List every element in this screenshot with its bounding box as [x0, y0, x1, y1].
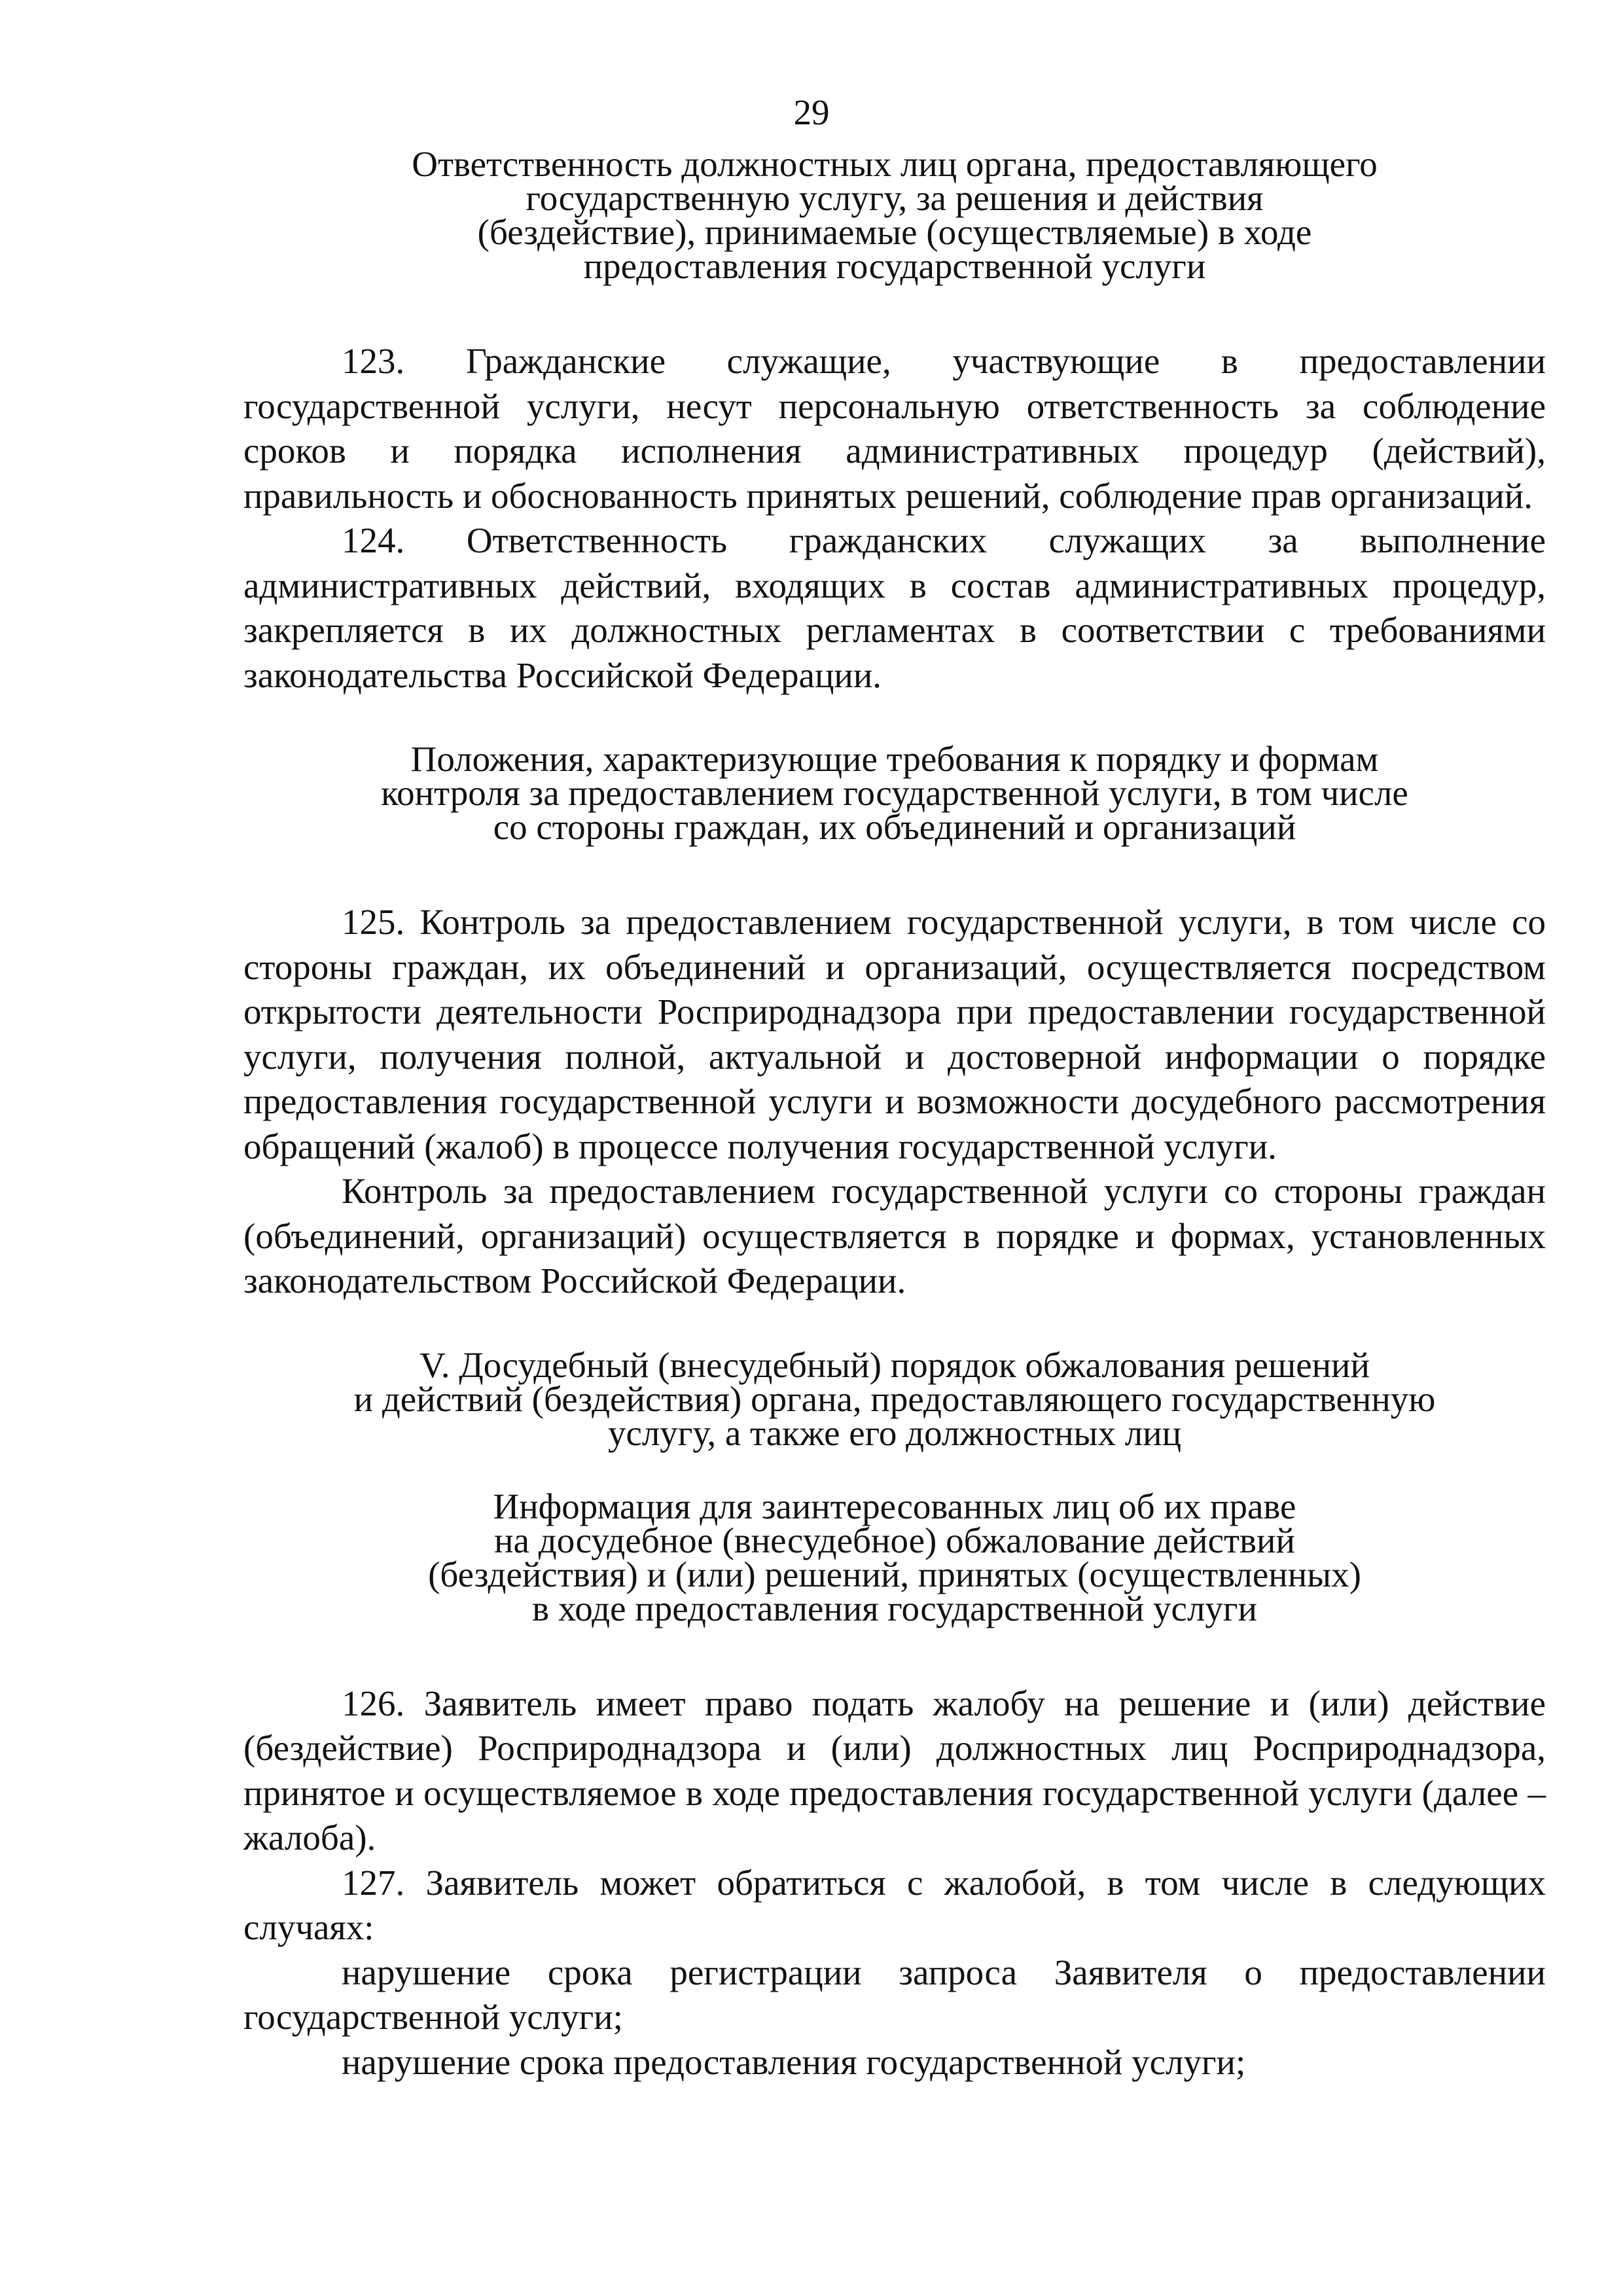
heading-line: и действий (бездействия) органа, предоставляющего государственную [353, 1378, 1436, 1419]
heading-line: со стороны граждан, их объединений и организаций [493, 807, 1296, 847]
paragraph-127-item-1: нарушение срока регистрации запроса Заявителя о предоставлении государственной услуги; [243, 1952, 1546, 2037]
paragraph-123: 123. Гражданские служащие, участвующие в предоставлении государственной услуги, несут персональную ответственность за соблюдение сроков и порядка исполнения административных процедур (действий), правильность и обоснованность принятых решений, соблюдение прав организаций. [243, 341, 1546, 516]
spacer [243, 1626, 1546, 1681]
page-number: 29 [793, 92, 830, 132]
spacer [243, 1304, 1546, 1348]
spacer [243, 1450, 1546, 1490]
heading-line: государственную услугу, за решения и действия [526, 178, 1264, 218]
heading-line: (бездействие), принимаемые (осуществляемые) в ходе [477, 212, 1312, 252]
section-heading-information [243, 1486, 1546, 1628]
spacer [243, 698, 1546, 742]
heading-line: Положения, характеризующие требования к порядку и формам [410, 739, 1379, 779]
heading-line: (бездействия) и (или) решений, принятых (осуществленных) [428, 1554, 1361, 1594]
paragraph-125-continued: Контроль за предоставлением государственной услуги со стороны граждан (объединений, организаций) осуществляется в порядке и формах, установленных законодательством Российской Федерации. [243, 1171, 1546, 1300]
paragraph-124: 124. Ответственность гражданских служащих за выполнение административных действий, входящих в состав административных процедур, закрепляется в их должностных регламентах в соответствии с требованиями законодательства Российской Федерации. [243, 520, 1546, 695]
chapter-heading-appeal [243, 1344, 1546, 1453]
spacer [243, 844, 1546, 900]
heading-line: в ходе предоставления государственной услуги [532, 1588, 1257, 1628]
paragraph-127-item-2: нарушение срока предоставления государственной услуги; [342, 2041, 1246, 2082]
heading-line: Ответственность должностных лиц органа, предоставляющего [412, 144, 1378, 184]
page-content [243, 144, 1546, 2085]
heading-line: услугу, а также его должностных лиц [607, 1412, 1182, 1453]
paragraph-127: 127. Заявитель может обратиться с жалобой, в том числе в следующих случаях: [243, 1862, 1546, 1947]
paragraph-125: 125. Контроль за предоставлением государственной услуги, в том числе со стороны граждан, их объединений и организаций, осуществляется посредством открытости деятельности Росприроднадзора при предоставлении государственной услуги, получения полной, актуальной и достоверной информации о порядке предоставления государственной услуги и возможности досудебного рассмотрения обращений (жалоб) в процессе получения государственной услуги. [243, 902, 1546, 1166]
section-heading-control [243, 739, 1546, 847]
paragraph-126: 126. Заявитель имеет право подать жалобу на решение и (или) действие (бездействие) Росприроднадзора и (или) должностных лиц Росприроднадзора, принятое и осуществляемое в ходе предоставления государственной услуги (далее – жалоба). [243, 1683, 1546, 1857]
heading-line: контроля за предоставлением государственной услуги, в том числе [381, 773, 1408, 813]
section-heading-responsibility [243, 144, 1546, 286]
spacer [243, 283, 1546, 339]
heading-line: V. Досудебный (внесудебный) порядок обжалования решений [419, 1344, 1370, 1385]
heading-line: предоставления государственной услуги [583, 246, 1206, 286]
heading-line: на досудебное (внесудебное) обжалование действий [494, 1520, 1295, 1560]
heading-line: Информация для заинтересованных лиц об их праве [493, 1486, 1296, 1526]
